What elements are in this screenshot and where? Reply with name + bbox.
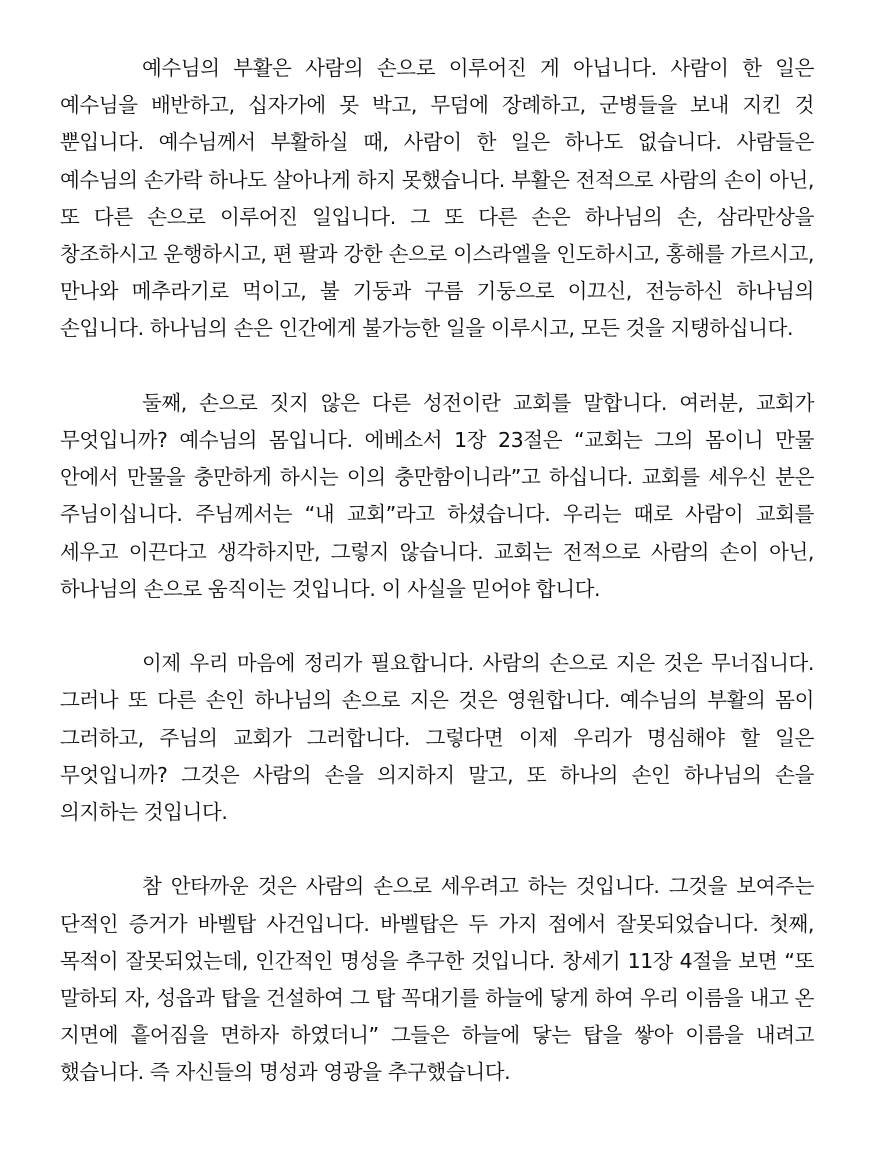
paragraph-resurrection: 예수님의 부활은 사람의 손으로 이루어진 게 아닙니다. 사람이 한 일은 예수님을 배반하고, 십자가에 못 박고, 무덤에 장례하고, 군병들을 보내 지킨 것 뿐입니다. 예수님께서 부활하실 때, 사람이 한 일은 하나도 없습니다. 사람들은 예수님의 손가락 하나도 살아나게 하지 못했습니다. 부활은 전적으로 사람의 손이 아닌, 또 다른 손으로 이루어진 일입니다. 그 또 다른 손은 하나님의 손, 삼라만상을 창조하시고 운행하시고, 편 팔과 강한 손으로 이스라엘을 인도하시고, 홍해를 가르시고, 만나와 메추라기로 먹이고, 불 기둥과 구름 기둥으로 이끄신, 전능하신 하나님의 손입니다. 하나님의 손은 인간에게 불가능한 일을 이루시고, 모든 것을 지탱하십니다.: [60, 56, 814, 341]
paragraph-church: 둘째, 손으로 짓지 않은 다른 성전이란 교회를 말합니다. 여러분, 교회가 무엇입니까? 예수님의 몸입니다. 에베소서 1장 23절은 “교회는 그의 몸이니 만물 안에서 만물을 충만하게 하시는 이의 충만함이니라”고 하십니다. 교회를 세우신 분은 주님이십니다. 주님께서는 “내 교회”라고 하셨습니다. 우리는 때로 사람이 교회를 세우고 이끈다고 생각하지만, 그렇지 않습니다. 교회는 전적으로 사람의 손이 아닌, 하나님의 손으로 움직이는 것입니다. 이 사실을 믿어야 합니다.: [60, 390, 814, 601]
paragraph-babel: 참 안타까운 것은 사람의 손으로 세우려고 하는 것입니다. 그것을 보여주는 단적인 증거가 바벨탑 사건입니다. 바벨탑은 두 가지 점에서 잘못되었습니다. 첫째, 목적이 잘못되었는데, 인간적인 명성을 추구한 것입니다. 창세기 11장 4절을 보면 “또 말하되 자, 성읍과 탑을 건설하여 그 탑 꼭대기를 하늘에 닿게 하여 우리 이름을 내고 온 지면에 흩어짐을 면하자 하였더니” 그들은 하늘에 닿는 탑을 쌓아 이름을 내려고 했습니다. 즉 자신들의 명성과 영광을 추구했습니다.: [60, 874, 814, 1085]
document-page: [60, 50, 814, 1092]
paragraph-summary: 이제 우리 마음에 정리가 필요합니다. 사람의 손으로 지은 것은 무너집니다. 그러나 또 다른 손인 하나님의 손으로 지은 것은 영원합니다. 예수님의 부활의 몸이 그러하고, 주님의 교회가 그러합니다. 그렇다면 이제 우리가 명심해야 할 일은 무엇입니까? 그것은 사람의 손을 의지하지 말고, 또 하나의 손인 하나님의 손을 의지하는 것입니다.: [60, 651, 814, 825]
